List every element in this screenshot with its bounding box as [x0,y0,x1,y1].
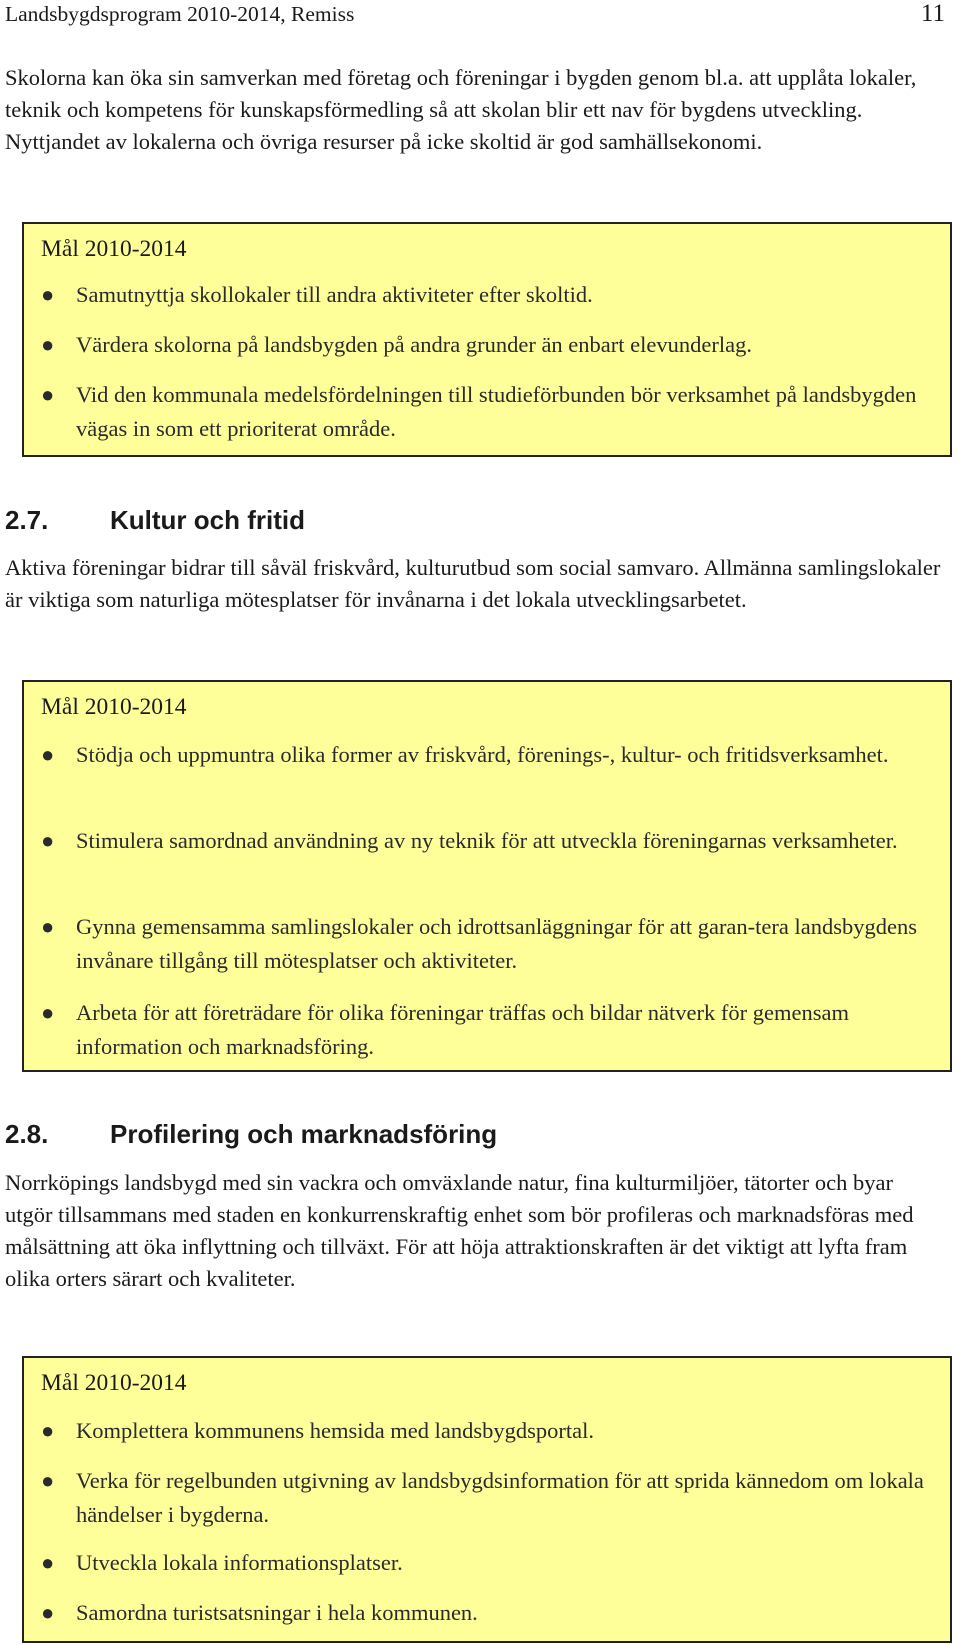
goal-box-profilering: Mål 2010-2014 ● Komplettera kommunens hemsida med landsbygdsportal. ● Verka för regelbunden utgivning av landsbygdsinformation för att sprida kännedom om lokala händelser i bygderna. ● Utveckla lokala informationsplatser. ● Samordna turistsatsningar i hela kommunen. [22,1356,952,1643]
bullet-icon: ● [41,1468,55,1493]
goal-box-title: Mål 2010-2014 [41,1370,187,1396]
section-number: 2.7. [5,505,49,535]
bullet-icon: ● [41,382,55,407]
bullet-icon: ● [41,1550,55,1575]
bullet-icon: ● [41,1600,55,1625]
bullet-icon: ● [41,914,55,939]
page-number: 11 [920,0,945,27]
bullet-icon: ● [41,1418,55,1443]
intro-paragraph: Skolorna kan öka sin samverkan med företag och föreningar i bygden genom bl.a. att upplåta lokaler, teknik och kompetens för kunskapsförmedling så att skolan blir ett nav för bygdens utveckling. Nyttjandet av lokalerna och övriga resurser på icke skoltid är god samhällsekonomi. [5,65,917,154]
bullet-icon: ● [41,828,55,853]
bullet-icon: ● [41,282,55,307]
section-number: 2.8. [5,1119,49,1149]
goal-box-kultur: Mål 2010-2014 ● Stödja och uppmuntra olika former av friskvård, förenings-, kultur- och fritidsverksamhet. ● Stimulera samordnad användning av ny teknik för att utveckla föreningarnas verksamheter. ● Gynna gemensamma samlingslokaler och idrottsanläggningar för att garan-tera landsbygdens invånare tillgång till mötesplatser och aktiviteter. ● Arbeta för att företrädare för olika föreningar träffas och bildar nätverk för gemensam information och marknadsföring. [22,680,952,1072]
goal-box-schools: Mål 2010-2014 ● Samutnyttja skollokaler till andra aktiviteter efter skoltid. ● Värdera skolorna på landsbygden på andra grunder än enbart elevunderlag. ● Vid den kommunala medelsfördelningen till studieförbunden bör verksamhet på landsbygden vägas in som ett prioriterat område. [22,222,952,457]
goal-box-title: Mål 2010-2014 [41,236,187,262]
section-title: Kultur och fritid [110,505,305,535]
bullet-icon: ● [41,742,55,767]
bullet-icon: ● [41,1000,55,1025]
profilering-paragraph: Norrköpings landsbygd med sin vackra och omväxlande natur, fina kulturmiljöer, tätorter och byar utgör tillsammans med staden en konkurrenskraftig enhet som bör profileras och marknadsföras med målsättning att öka inflyttning och tillväxt. För att höja attraktionskraften är det viktigt att lyfta fram olika orters särart och kvaliteter. [5,1170,914,1291]
page-header [5,0,945,32]
bullet-icon: ● [41,332,55,357]
header-title: Landsbygdsprogram 2010-2014, Remiss [5,2,355,26]
goal-box-title: Mål 2010-2014 [41,694,187,720]
section-title: Profilering och marknadsföring [110,1119,498,1149]
kultur-paragraph: Aktiva föreningar bidrar till såväl friskvård, kulturutbud som social samvaro. Allmänna samlingslokaler är viktiga som naturliga mötesplatser för invånarna i det lokala utvecklingsarbetet. [5,555,941,612]
